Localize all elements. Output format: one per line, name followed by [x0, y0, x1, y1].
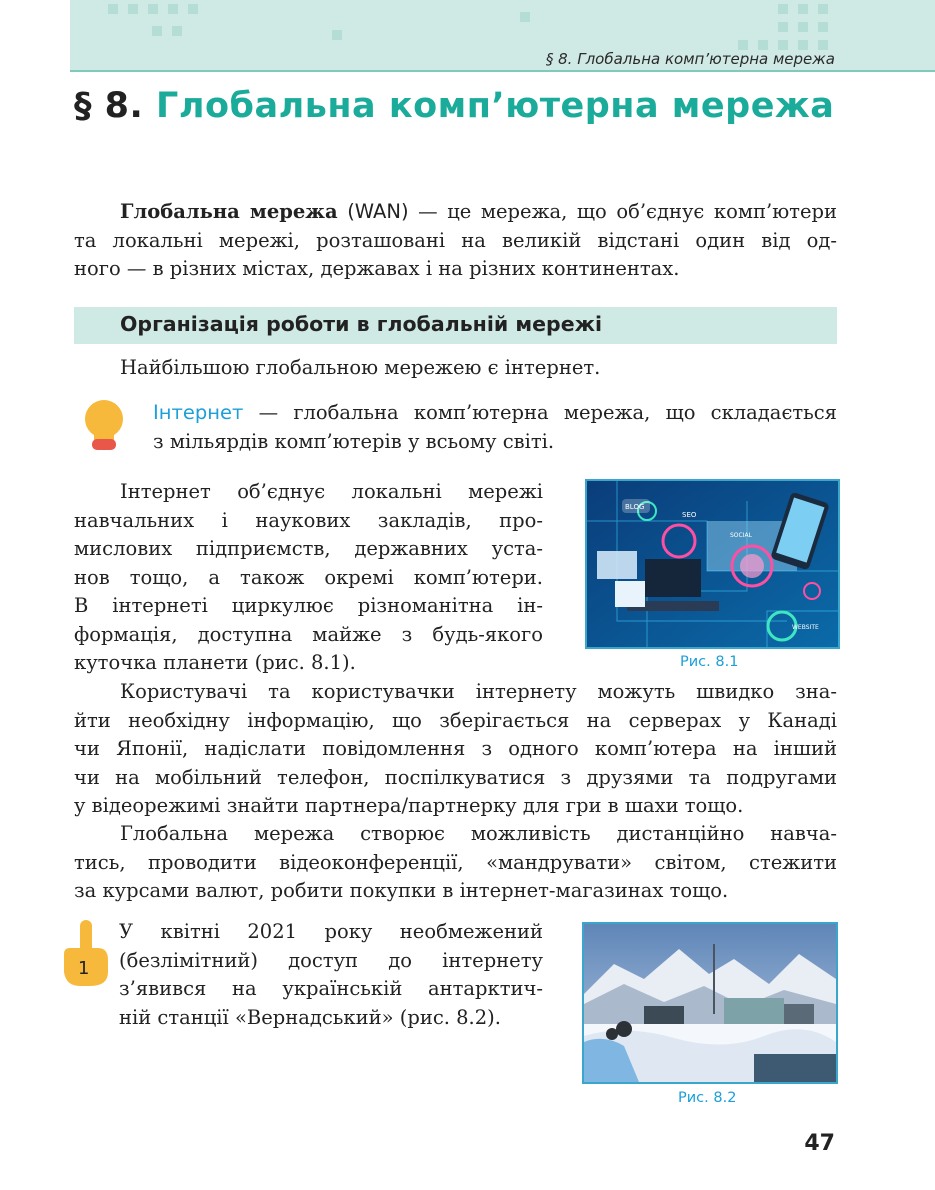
social-label: SOCIAL: [730, 532, 752, 539]
paragraph-line: йти необхідну інформацію, що зберігається на серверах у Канаді: [74, 708, 837, 732]
header-rule: [70, 70, 935, 72]
website-label: WEBSITE: [792, 624, 819, 631]
lightbulb-icon: [80, 399, 128, 455]
paragraph-line: куточка планети (рис. 8.1).: [74, 651, 356, 674]
paragraph-1: [74, 478, 543, 678]
chapter-title: [74, 86, 834, 126]
paragraph-line: чи Японії, надіслати повідомлення з одного комп’ютера на інший: [74, 737, 837, 760]
definition-paragraph: [153, 399, 837, 456]
band-square: [152, 26, 162, 36]
paragraph-line: чи на мобільний телефон, поспілкуватися з друзями та подругами: [74, 765, 837, 789]
band-square: [798, 22, 808, 32]
fact-line: ній станції «Вернадський» (рис. 8.2).: [119, 1005, 501, 1029]
intro-paragraph: [74, 198, 837, 284]
band-square: [738, 40, 748, 50]
band-square: [168, 4, 178, 14]
chapter-title-text: Глобальна комп’ютерна мережа: [156, 86, 835, 126]
band-square: [778, 40, 788, 50]
band-square: [818, 4, 828, 14]
band-square: [818, 40, 828, 50]
band-square: [108, 4, 118, 14]
band-square: [148, 4, 158, 14]
fact-paragraph: [119, 918, 543, 1032]
blog-label: BLOG: [625, 503, 645, 511]
paragraph-line: мислових підприємств, державних уста-: [74, 537, 543, 560]
section-heading: Організація роботи в глобальній мережі: [120, 312, 603, 336]
paragraph-line: навчальних і наукових закладів, про-: [74, 508, 543, 532]
intro-abbr: (WAN): [347, 200, 409, 223]
running-header: § 8. Глобальна комп’ютерна мережа: [545, 50, 835, 68]
fact-line: У квітні 2021 року необмежений: [119, 920, 543, 943]
paragraph-line: у відеорежимі знайти партнера/партнерку для гри в шахи тощо.: [74, 794, 744, 817]
band-square: [798, 4, 808, 14]
paragraph-line: формація, доступна майже з будь-якого: [74, 622, 543, 646]
fact-line: з’явився на українській антарктич-: [119, 977, 543, 1000]
band-square: [758, 40, 768, 50]
figure-8-1-network-illustration: [585, 479, 840, 649]
band-square: [818, 22, 828, 32]
band-square: [798, 40, 808, 50]
paragraph-line: Інтернет об’єднує локальні мережі: [120, 480, 543, 503]
section-lead: [74, 354, 837, 383]
pointing-hand-icon: [58, 918, 112, 988]
band-square: [332, 30, 342, 40]
intro-line: ного — в різних містах, державах і на різних континентах.: [74, 257, 680, 280]
band-square: [188, 4, 198, 14]
paragraph-3: [74, 820, 837, 906]
paragraph-line: В інтернеті циркулює різноманітна ін-: [74, 594, 543, 617]
paragraph-line: Глобальна мережа створює можливість дистанційно навча-: [120, 822, 837, 845]
seo-label: SEO: [682, 511, 697, 519]
figure-8-1-caption: Рис. 8.1: [680, 654, 739, 670]
definition-line: з мільярдів комп’ютерів у всьому світі.: [153, 429, 555, 453]
band-square: [520, 12, 530, 22]
page-number: 47: [804, 1131, 835, 1156]
paragraph-line: Користувачі та користувачки інтернету можуть швидко зна-: [120, 680, 837, 703]
figure-8-2-antarctic-station-photo: [582, 922, 838, 1084]
section-heading-bar: [74, 307, 837, 344]
lead-line: Найбільшою глобальною мережею є інтернет.: [120, 356, 601, 379]
paragraph-2: [74, 678, 837, 821]
band-square: [128, 4, 138, 14]
definition-term: Інтернет: [153, 401, 244, 424]
definition-line1-rest: — глобальна комп’ютерна мережа, що складається: [243, 401, 837, 424]
intro-term: Глобальна мережа: [120, 200, 338, 223]
chapter-number: § 8.: [74, 86, 144, 126]
paragraph-line: нов тощо, а також окремі комп’ютери.: [74, 565, 543, 589]
intro-line: [74, 198, 837, 227]
figure-8-2-caption: Рис. 8.2: [678, 1090, 737, 1106]
band-square: [778, 4, 788, 14]
band-square: [778, 22, 788, 32]
fact-number: 1: [78, 958, 90, 979]
band-square: [172, 26, 182, 36]
paragraph-line: тись, проводити відеоконференції, «мандрувати» світом, стежити: [74, 850, 837, 874]
definition-line: [153, 399, 837, 428]
paragraph-line: за курсами валют, робити покупки в інтернет-магазинах тощо.: [74, 879, 729, 902]
intro-line: та локальні мережі, розташовані на великій відстані один від од-: [74, 228, 837, 252]
intro-line1-rest: — це мережа, що об’єднує комп’ютери: [408, 200, 837, 223]
fact-line: (безлімітний) доступ до інтернету: [119, 948, 543, 972]
